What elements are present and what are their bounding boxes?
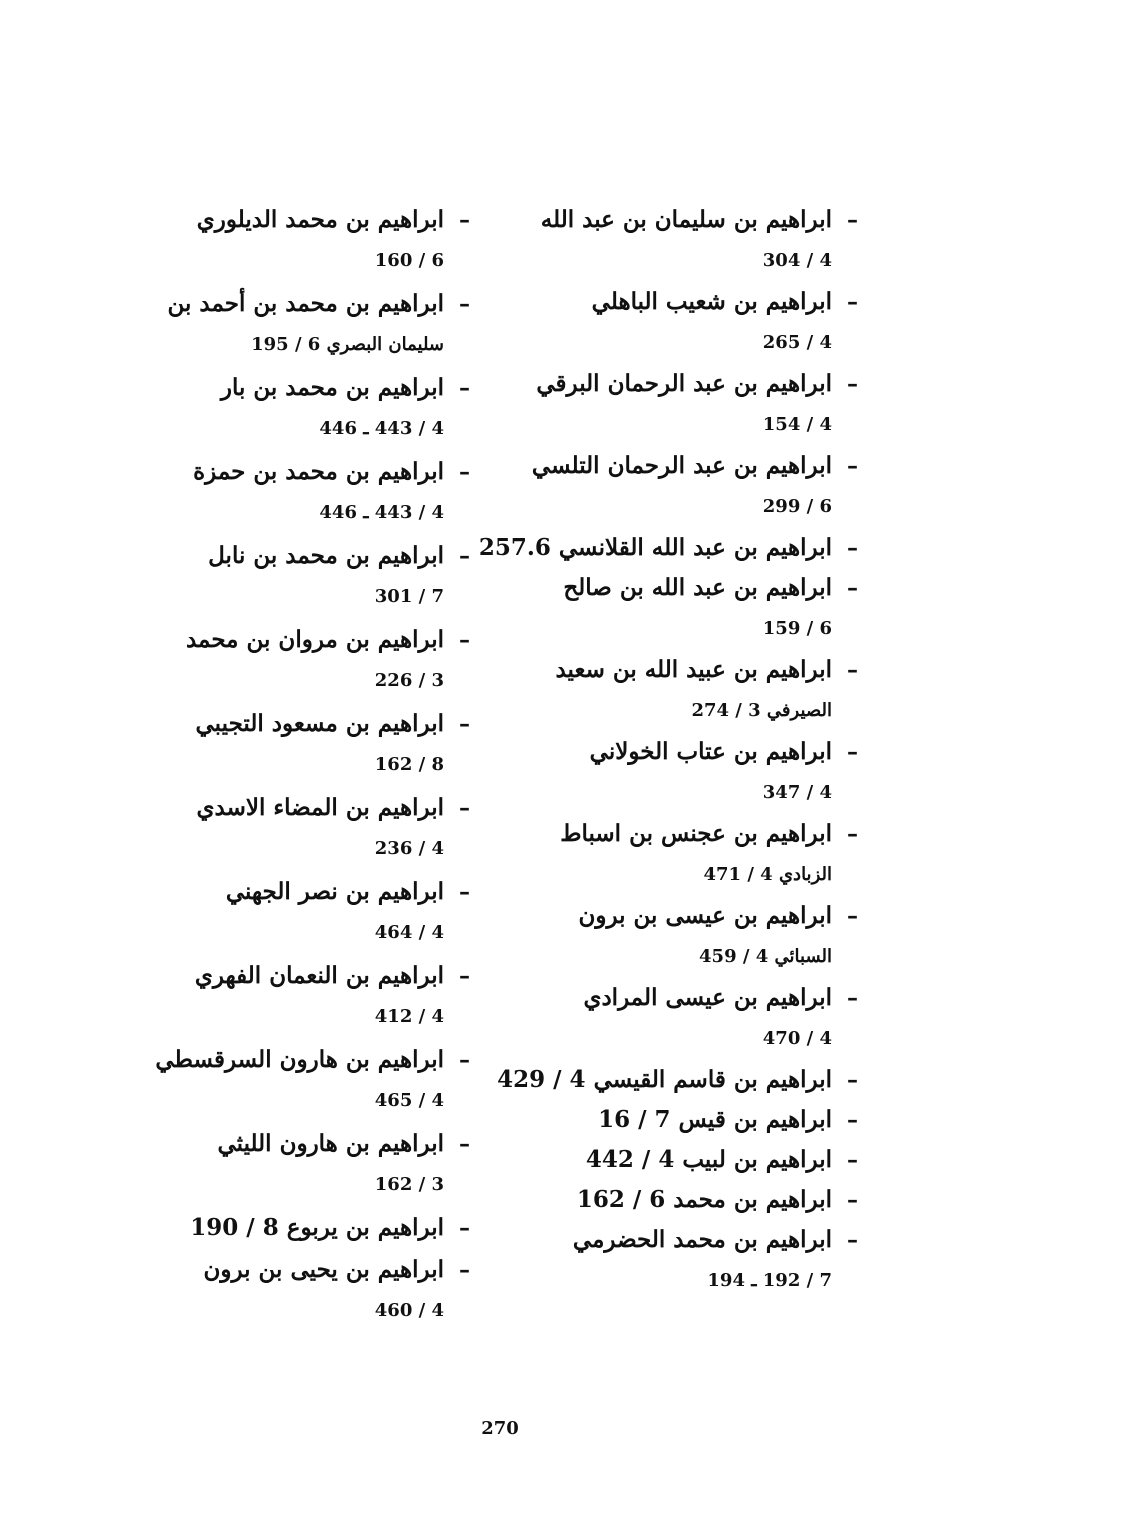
- index-entry: [125, 368, 470, 450]
- entry-dash: –: [459, 627, 470, 653]
- entry-dash: –: [459, 459, 470, 485]
- entry-dash: –: [847, 1107, 858, 1133]
- entry-reference: 4 / 443 ـ 446: [319, 502, 444, 523]
- entry-dash: –: [847, 739, 858, 765]
- entry-dash: –: [847, 289, 858, 315]
- entry-reference: الصيرفي 3 / 274: [691, 700, 832, 721]
- entry-name: ابراهيم بن مروان بن محمد: [185, 626, 444, 653]
- entry-name: ابراهيم بن يحيى بن برون: [203, 1256, 444, 1283]
- entry-name: ابراهيم بن عبد الرحمان البرقي: [536, 370, 832, 397]
- index-entry: [125, 872, 470, 954]
- entry-dash: –: [459, 291, 470, 317]
- entry-dash: –: [847, 371, 858, 397]
- index-entry: [125, 452, 470, 534]
- index-entry: [125, 284, 470, 366]
- entry-name: ابراهيم بن هارون السرقسطي: [155, 1046, 444, 1073]
- entry-dash: –: [459, 1131, 470, 1157]
- entry-dash: –: [459, 207, 470, 233]
- index-entry: [513, 1220, 858, 1302]
- index-entry: [125, 200, 470, 282]
- entry-reference: 347 / 4: [762, 782, 832, 803]
- entry-dash: –: [459, 1215, 470, 1241]
- entry-name: ابراهيم بن مسعود التجيبي: [195, 710, 444, 737]
- entry-dash: –: [847, 1227, 858, 1253]
- entry-dash: –: [847, 453, 858, 479]
- index-column-left: [125, 200, 470, 1334]
- index-entry: [125, 788, 470, 870]
- entry-name: ابراهيم بن محمد بن نابل: [208, 542, 444, 569]
- index-entry: [497, 1060, 858, 1100]
- entry-reference: 4 / 443 ـ 446: [319, 418, 444, 439]
- entry-dash: –: [847, 985, 858, 1011]
- index-entry: [125, 704, 470, 786]
- entry-name: ابراهيم بن هارون الليثي: [217, 1130, 444, 1157]
- entry-name: ابراهيم بن محمد الديلوري: [196, 206, 444, 233]
- entry-name: ابراهيم بن عبد الله بن صالح: [563, 574, 832, 601]
- entry-name: ابراهيم بن سليمان بن عبد الله: [540, 206, 832, 233]
- index-entry: [513, 282, 858, 364]
- entry-reference: 226 / 3: [374, 670, 444, 691]
- entry-dash: –: [847, 657, 858, 683]
- entry-reference: 160 / 6: [374, 250, 444, 271]
- entry-dash: –: [847, 903, 858, 929]
- entry-name: ابراهيم بن عيسى بن برون: [578, 902, 832, 929]
- entry-dash: –: [459, 1047, 470, 1073]
- page-number: 270: [481, 1418, 519, 1439]
- entry-name: ابراهيم بن عجنس بن اسباط: [560, 820, 832, 847]
- entry-dash: –: [459, 543, 470, 569]
- index-entry: [125, 1124, 470, 1206]
- entry-reference: الزبادي 4 / 471: [703, 864, 832, 885]
- entry-reference: 159 / 6: [762, 618, 832, 639]
- entry-name: ابراهيم بن يربوع 8 / 190: [190, 1214, 444, 1241]
- index-entry: [125, 1250, 470, 1332]
- index-entry: [513, 568, 858, 650]
- entry-reference: سليمان البصري 6 / 195: [251, 334, 444, 355]
- entry-name: ابراهيم بن قاسم القيسي 4 / 429: [497, 1066, 832, 1093]
- entry-name: ابراهيم بن محمد بن بار: [220, 374, 444, 401]
- entry-reference: 162 / 8: [374, 754, 444, 775]
- index-entry: [513, 732, 858, 814]
- index-entry: [513, 1100, 858, 1140]
- entry-reference: 464 / 4: [374, 922, 444, 943]
- index-entry: [513, 650, 858, 732]
- index-entry: [513, 364, 858, 446]
- entry-name: ابراهيم بن محمد 6 / 162: [576, 1186, 832, 1213]
- entry-reference: 412 / 4: [374, 1006, 444, 1027]
- entry-name: ابراهيم بن محمد الحضرمي: [572, 1226, 832, 1253]
- entry-dash: –: [459, 375, 470, 401]
- index-column-right: [478, 200, 858, 1302]
- index-entry: [513, 1180, 858, 1220]
- entry-name: ابراهيم بن عبد الرحمان التلسي: [531, 452, 832, 479]
- entry-name: ابراهيم بن محمد بن حمزة: [193, 458, 444, 485]
- entry-name: ابراهيم بن نصر الجهني: [225, 878, 444, 905]
- entry-dash: –: [459, 963, 470, 989]
- entry-dash: –: [847, 535, 858, 561]
- index-entry: [513, 200, 858, 282]
- entry-reference: 299 / 6: [762, 496, 832, 517]
- entry-name: ابراهيم بن عبد الله القلانسي 257.6: [478, 534, 832, 561]
- entry-name: ابراهيم بن المضاء الاسدي: [196, 794, 444, 821]
- entry-reference: 154 / 4: [762, 414, 832, 435]
- entry-name: ابراهيم بن عتاب الخولاني: [589, 738, 832, 765]
- index-entry: [478, 528, 858, 568]
- index-entry: [513, 978, 858, 1060]
- entry-reference: 7 / 192 ـ 194: [707, 1270, 832, 1291]
- entry-name: ابراهيم بن عيسى المرادي: [583, 984, 832, 1011]
- entry-dash: –: [459, 1257, 470, 1283]
- index-entry: [125, 536, 470, 618]
- entry-dash: –: [847, 1187, 858, 1213]
- entry-dash: –: [459, 879, 470, 905]
- entry-dash: –: [847, 821, 858, 847]
- entry-reference: السبائي 4 / 459: [699, 946, 832, 967]
- index-entry: [125, 956, 470, 1038]
- index-entry: [513, 1140, 858, 1180]
- entry-name: ابراهيم بن لبيب 4 / 442: [585, 1146, 832, 1173]
- index-entry: [125, 1208, 470, 1248]
- index-entry: [513, 814, 858, 896]
- entry-reference: 162 / 3: [374, 1174, 444, 1195]
- entry-dash: –: [459, 795, 470, 821]
- entry-dash: –: [847, 207, 858, 233]
- index-entry: [125, 1040, 470, 1122]
- entry-dash: –: [847, 575, 858, 601]
- entry-name: ابراهيم بن عبيد الله بن سعيد: [555, 656, 832, 683]
- entry-reference: 460 / 4: [374, 1300, 444, 1321]
- entry-name: ابراهيم بن محمد بن أحمد بن: [167, 290, 444, 317]
- entry-dash: –: [847, 1147, 858, 1173]
- entry-reference: 304 / 4: [762, 250, 832, 271]
- entry-reference: 301 / 7: [374, 586, 444, 607]
- entry-dash: –: [847, 1067, 858, 1093]
- entry-reference: 265 / 4: [762, 332, 832, 353]
- entry-name: ابراهيم بن قيس 7 / 16: [598, 1106, 832, 1133]
- entry-dash: –: [459, 711, 470, 737]
- entry-reference: 236 / 4: [374, 838, 444, 859]
- entry-reference: 470 / 4: [762, 1028, 832, 1049]
- index-entry: [513, 896, 858, 978]
- index-entry: [125, 620, 470, 702]
- entry-reference: 465 / 4: [374, 1090, 444, 1111]
- entry-name: ابراهيم بن شعيب الباهلي: [591, 288, 832, 315]
- entry-name: ابراهيم بن النعمان الفهري: [194, 962, 444, 989]
- index-entry: [513, 446, 858, 528]
